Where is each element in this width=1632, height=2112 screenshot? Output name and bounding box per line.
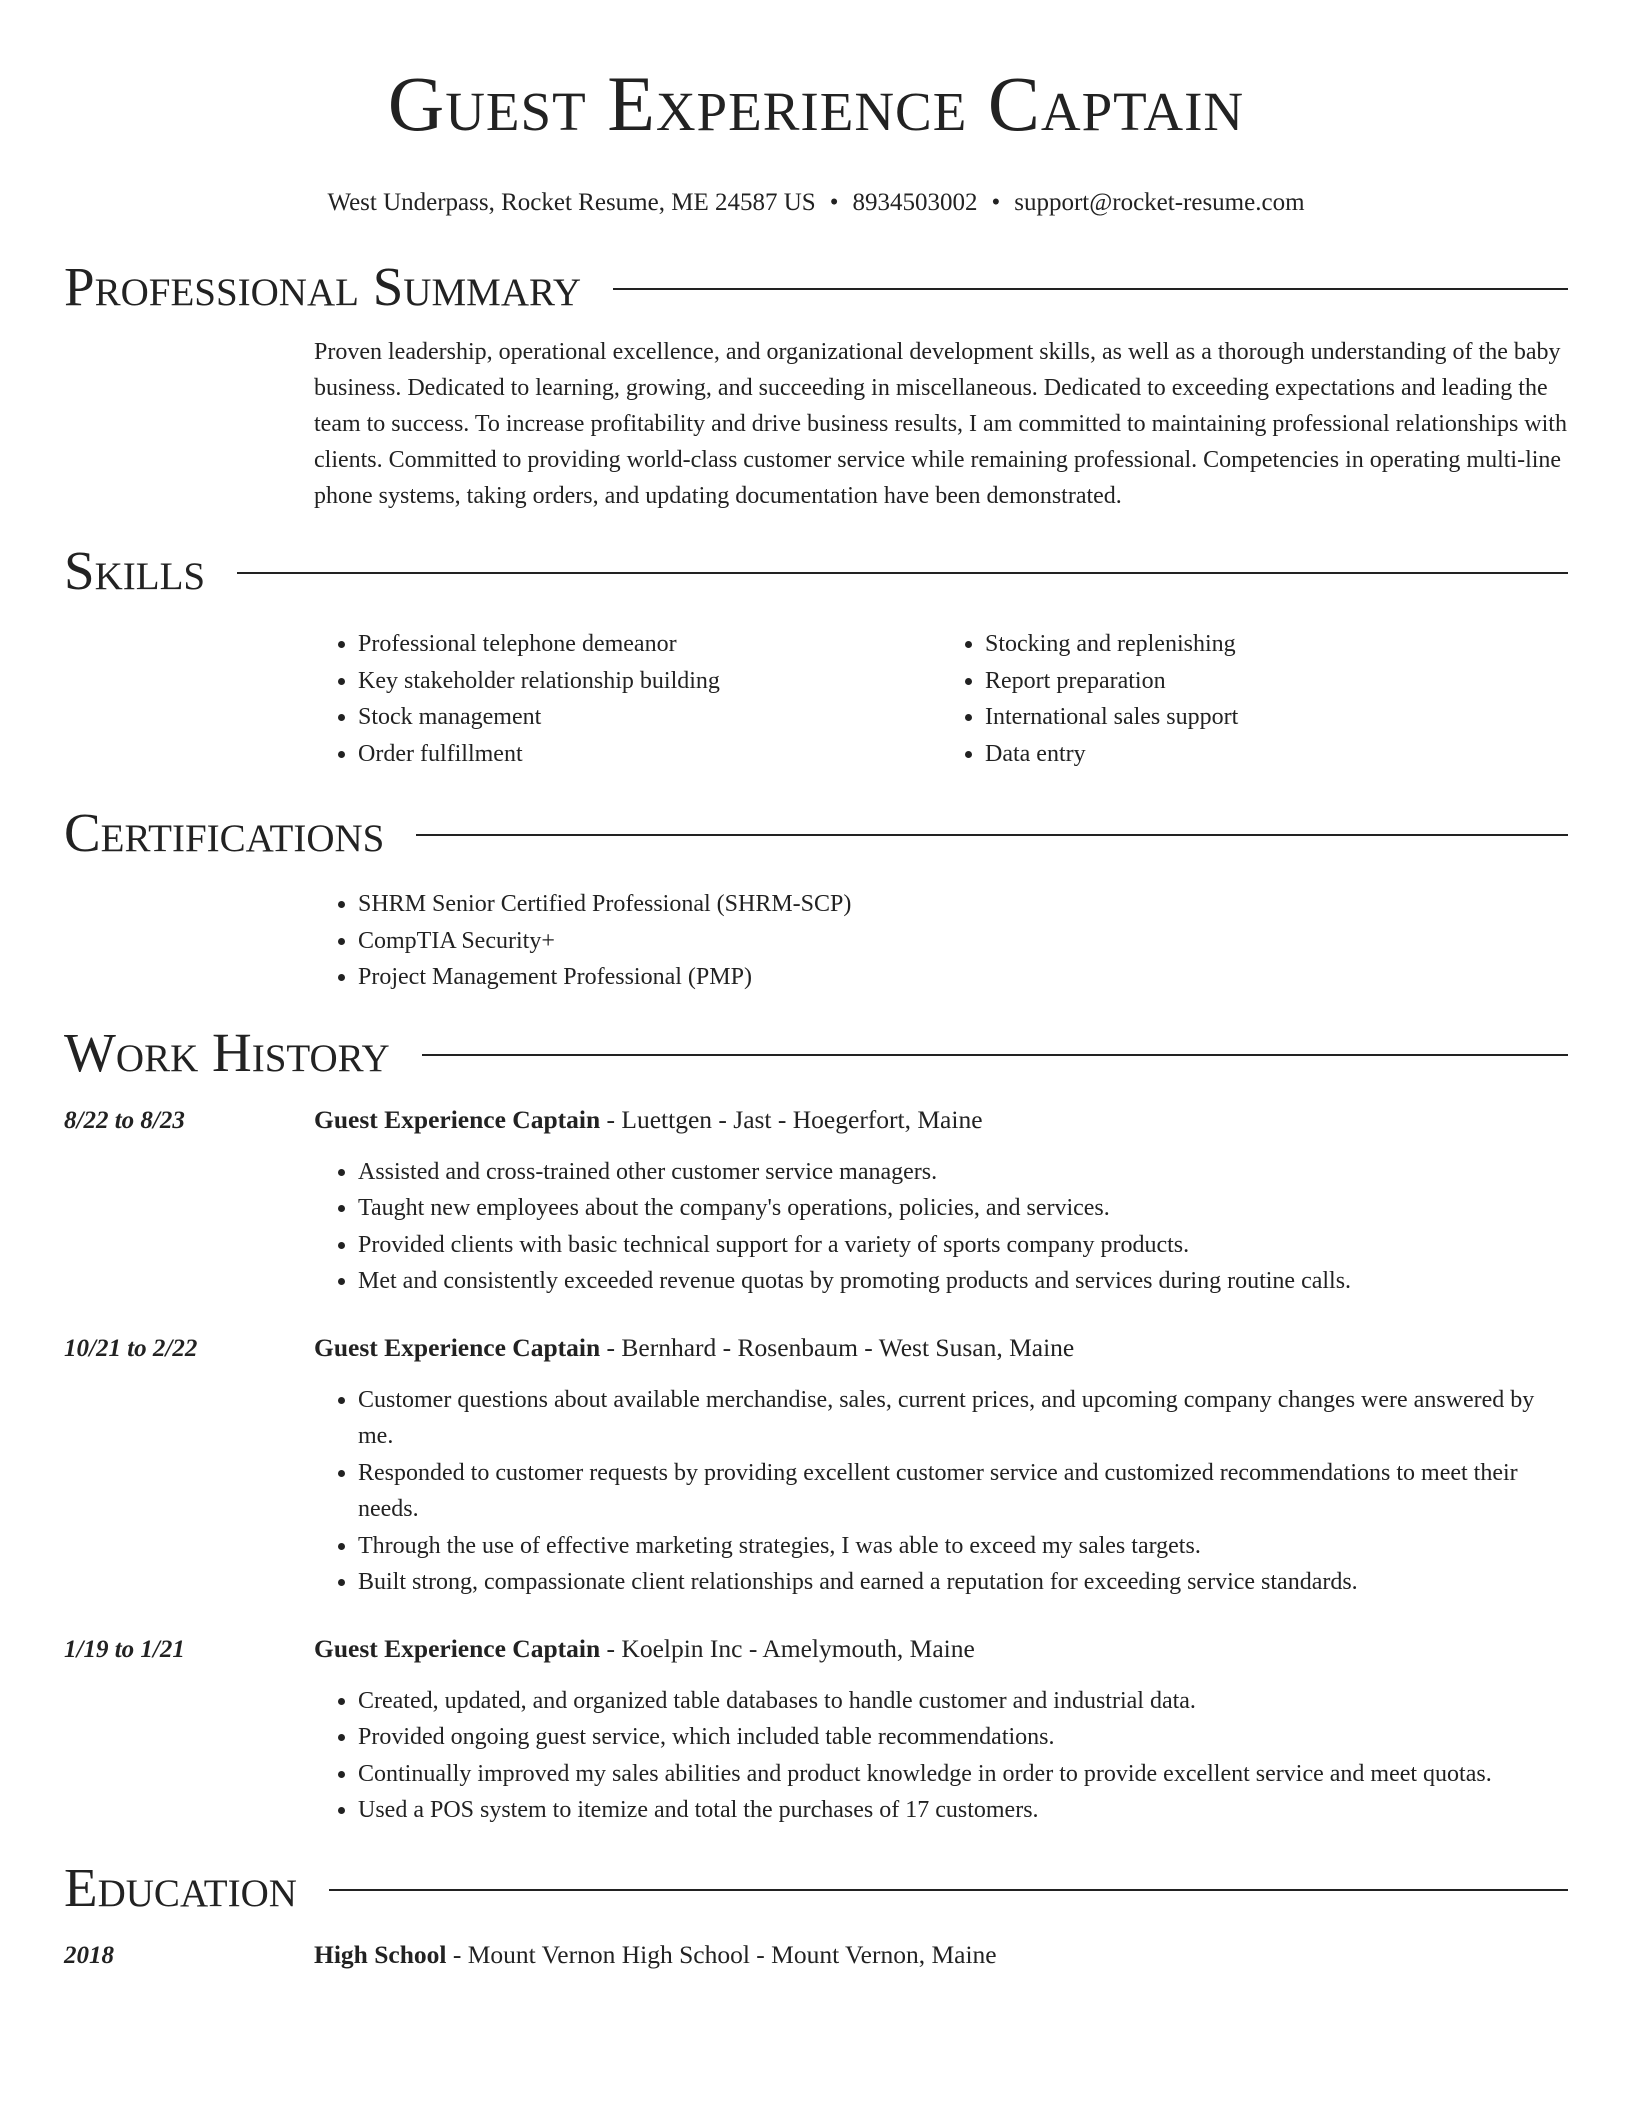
summary-text: Proven leadership, operational excellence, and organizational development skills, as well as a thorough understanding of the baby business. Dedicated to learning, growing, and succeeding in miscellaneous. Dedicated to exceeding expectations and leading the team to success. To increase profitability and drive business results, I am committed to maintaining professional relationships with clients. Committed to providing world-class customer service while remaining professional. Competencies in operating multi-line phone systems, taking orders, and updating documentation have been demonstrated. (314, 339, 1567, 509)
education-heading: Education (64, 1856, 297, 1918)
job-heading (314, 1631, 975, 1667)
education-year: 2018 (64, 1941, 114, 1969)
summary-heading: Professional Summary (64, 256, 582, 317)
summary-section (314, 334, 1568, 514)
job-title: Guest Experience Captain (314, 1104, 601, 1134)
skill-item: • International sales support (985, 699, 1568, 736)
job-heading (314, 1102, 983, 1138)
skills-list (314, 626, 1568, 772)
job-heading (314, 1330, 1074, 1366)
section-divider (422, 1054, 1568, 1056)
job-bullet: • Used a POS system to itemize and total the purchases of 17 customers. (358, 1792, 1568, 1829)
job-employer: - Bernhard - Rosenbaum - West Susan, Maine (600, 1332, 1075, 1362)
work-history-heading: Work History (64, 1021, 390, 1083)
skill-item: • Stocking and replenishing (985, 626, 1568, 663)
summary-section-header (64, 254, 1568, 320)
job-bullet: • Provided ongoing guest service, which included table recommendations. (358, 1719, 1568, 1756)
section-divider (416, 834, 1568, 836)
job-bullet: • Taught new employees about the company's operations, policies, and services. (358, 1190, 1568, 1227)
job-entry (64, 1330, 1568, 1601)
skill-item: • Key stakeholder relationship building (358, 663, 941, 700)
work-history-section-header (64, 1020, 1568, 1086)
job-bullet: • Built strong, compassionate client relationships and earned a reputation for exceeding service standards. (358, 1564, 1568, 1601)
job-bullets (314, 1683, 1568, 1829)
education-degree: High School (314, 1939, 447, 1969)
job-bullet: • Provided clients with basic technical support for a variety of sports company products. (358, 1227, 1568, 1264)
job-bullet: • Responded to customer requests by providing excellent customer service and customized recommendations to meet their needs. (358, 1455, 1568, 1528)
email-link[interactable]: support@rocket-resume.com (1014, 189, 1305, 216)
job-bullet: • Through the use of effective marketing strategies, I was able to exceed my sales targets. (358, 1528, 1568, 1565)
job-bullet: • Continually improved my sales abilities and product knowledge in order to provide excellent service and meet quotas. (358, 1756, 1568, 1793)
job-title: Guest Experience Captain (314, 1633, 601, 1663)
education-school: - Mount Vernon High School - Mount Vernon, Maine (446, 1939, 997, 1969)
candidate-name: Guest Experience Captain (387, 60, 1245, 147)
job-dates: 10/21 to 2/22 (64, 1334, 198, 1362)
job-dates: 1/19 to 1/21 (64, 1635, 185, 1663)
separator-dot: • (991, 189, 1001, 216)
education-section-header (64, 1855, 1568, 1921)
job-bullet: • Customer questions about available merchandise, sales, current prices, and upcoming company changes were answered by me. (358, 1382, 1568, 1455)
certifications-section-header (64, 800, 1568, 866)
address: West Underpass, Rocket Resume, ME 24587 US (327, 189, 816, 216)
skills-section-header (64, 538, 1568, 604)
job-entry (64, 1631, 1568, 1829)
section-divider (613, 288, 1568, 290)
phone: 8934503002 (852, 189, 978, 216)
education-heading-line (314, 1937, 997, 1973)
skill-item: • Report preparation (985, 663, 1568, 700)
education-entry (64, 1937, 1568, 1973)
separator-dot: • (829, 189, 839, 216)
job-bullet: • Assisted and cross-trained other customer service managers. (358, 1154, 1568, 1191)
job-employer: - Luettgen - Jast - Hoegerfort, Maine (600, 1104, 983, 1134)
skill-item: • Data entry (985, 736, 1568, 773)
certifications-list (314, 886, 1568, 996)
skill-item: • Professional telephone demeanor (358, 626, 941, 663)
job-bullets (314, 1382, 1568, 1601)
job-employer: - Koelpin Inc - Amelymouth, Maine (600, 1633, 975, 1663)
skills-heading: Skills (64, 540, 206, 601)
skill-item: • Stock management (358, 699, 941, 736)
job-bullet: • Met and consistently exceeded revenue quotas by promoting products and services during routine calls. (358, 1263, 1568, 1300)
skill-item: • Order fulfillment (358, 736, 941, 773)
job-title: Guest Experience Captain (314, 1332, 601, 1362)
job-bullet: • Created, updated, and organized table databases to handle customer and industrial data. (358, 1683, 1568, 1720)
job-dates: 8/22 to 8/23 (64, 1106, 185, 1134)
certification-item: • SHRM Senior Certified Professional (SHRM-SCP) (358, 886, 1568, 923)
section-divider (329, 1889, 1568, 1891)
certification-item: • Project Management Professional (PMP) (358, 959, 1568, 996)
certifications-heading: Certifications (64, 802, 385, 863)
contact-line (64, 186, 1568, 220)
skills-column-left (314, 626, 941, 772)
job-bullets (314, 1154, 1568, 1300)
skills-column-right (941, 626, 1568, 772)
certification-item: • CompTIA Security+ (358, 923, 1568, 960)
section-divider (237, 572, 1568, 574)
job-entry (64, 1102, 1568, 1300)
